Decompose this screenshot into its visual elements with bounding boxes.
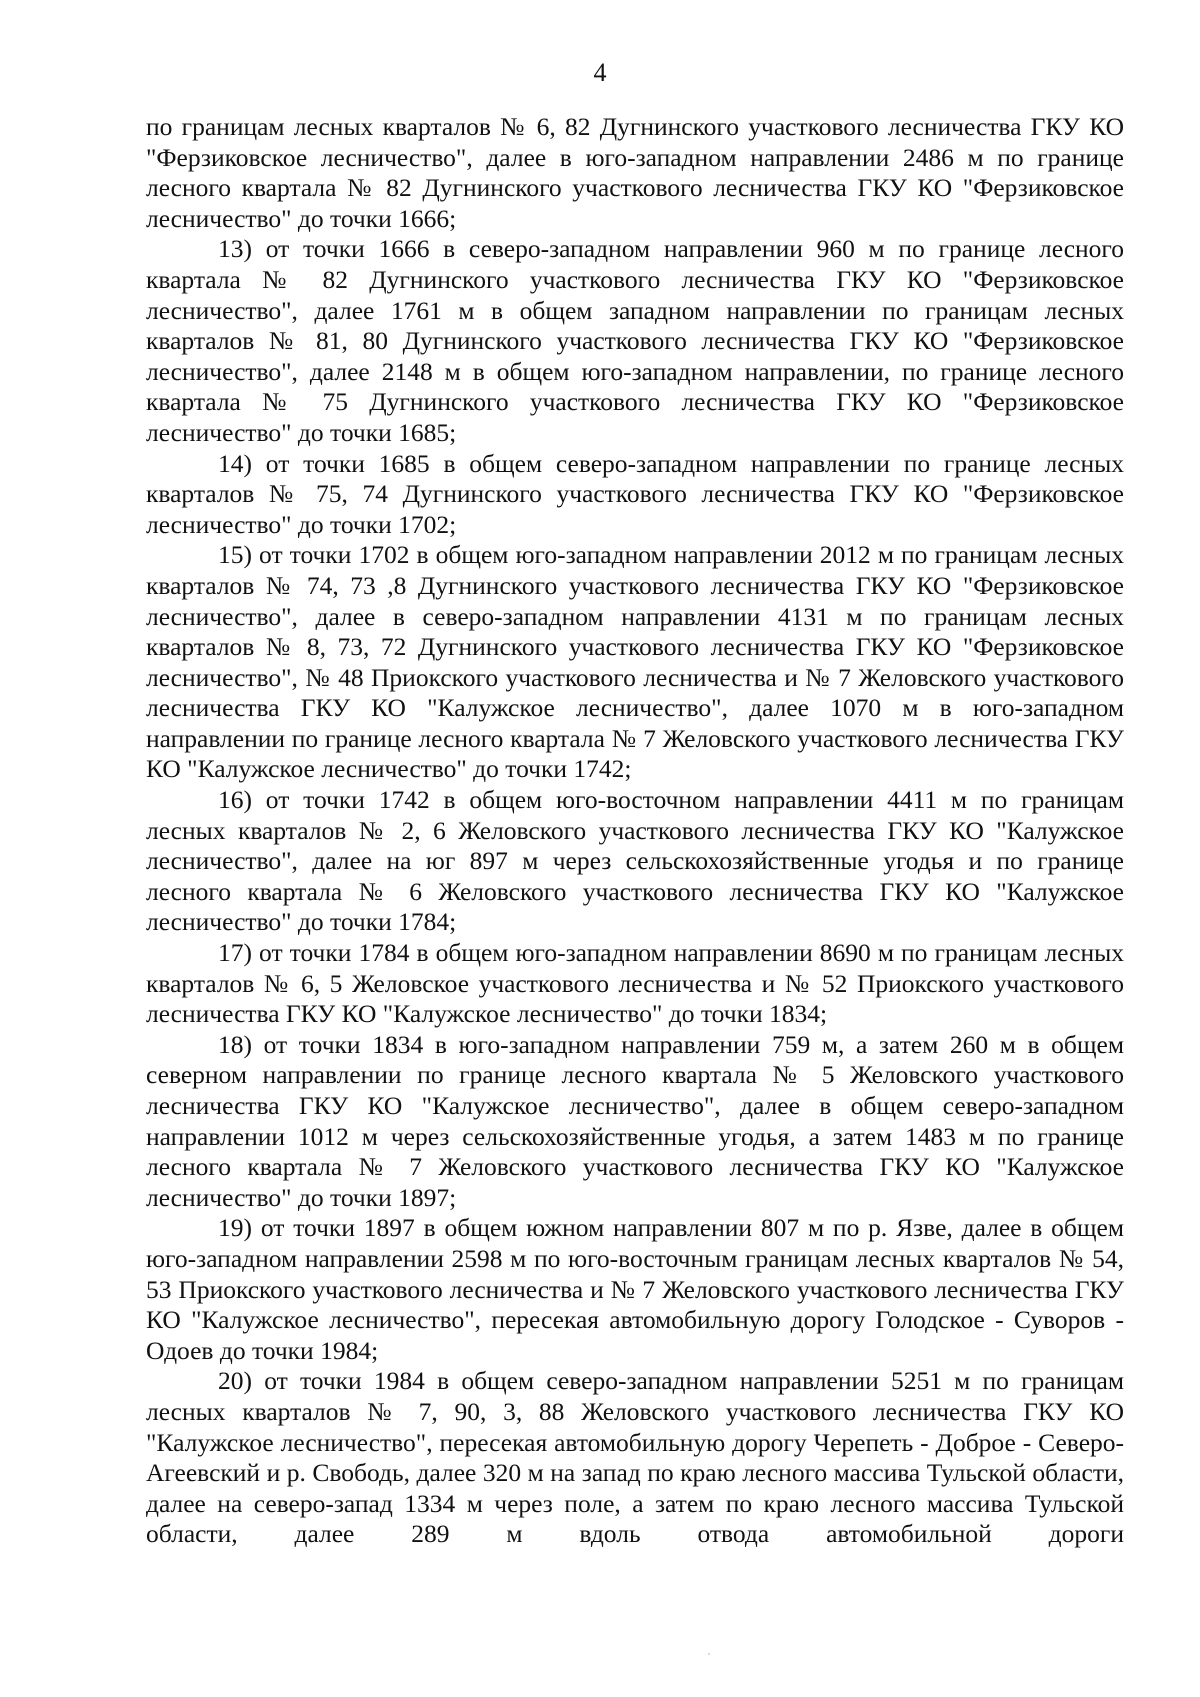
- paragraph-item-15: 15) от точки 1702 в общем юго-западном направлении 2012 м по границам лесных кварталов № 74, 73 ,8 Дугнинского участкового лесничества ГКУ КО "Ферзиковское лесничество", далее в северо-западном направлении 4131 м по границам лесных кварталов № 8, 73, 72 Дугнинского участкового лесничества ГКУ КО "Ферзиковское лесничество", № 48 Приокского участкового лесничества и № 7 Желовского участкового лесничества ГКУ КО "Калужское лесничество", далее 1070 м в юго-западном направлении по границе лесного квартала № 7 Желовского участкового лесничества ГКУ КО "Калужское лесничество" до точки 1742;: [146, 540, 1124, 784]
- scan-speck: [708, 1653, 710, 1655]
- paragraph-item-13: 13) от точки 1666 в северо-западном направлении 960 м по границе лесного квартала № 82 Дугнинского участкового лесничества ГКУ КО "Ферзиковское лесничество", далее 1761 м в общем западном направлении по границам лесных кварталов № 81, 80 Дугнинского участкового лесничества ГКУ КО "Ферзиковское лесничество", далее 2148 м в общем юго-западном направлении, по границе лесного квартала № 75 Дугнинского участкового лесничества ГКУ КО "Ферзиковское лесничество" до точки 1685;: [146, 234, 1124, 447]
- paragraph-continuation: по границам лесных кварталов № 6, 82 Дугнинского участкового лесничества ГКУ КО "Ферзиковское лесничество", далее в юго-западном направлении 2486 м по границе лесного квартала № 82 Дугнинского участкового лесничества ГКУ КО "Ферзиковское лесничество" до точки 1666;: [146, 112, 1124, 233]
- paragraph-item-17: 17) от точки 1784 в общем юго-западном направлении 8690 м по границам лесных кварталов № 6, 5 Желовское участкового лесничества и № 52 Приокского участкового лесничества ГКУ КО "Калужское лесничество" до точки 1834;: [146, 938, 1124, 1029]
- paragraph-item-19: 19) от точки 1897 в общем южном направлении 807 м по р. Язве, далее в общем юго-западном направлении 2598 м по юго-восточным границам лесных кварталов № 54, 53 Приокского участкового лесничества и № 7 Желовского участкового лесничества ГКУ КО "Калужское лесничество", пересекая автомобильную дорогу Голодское - Суворов - Одоев до точки 1984;: [146, 1213, 1124, 1365]
- page-number: 4: [593, 58, 607, 87]
- paragraph-item-14: 14) от точки 1685 в общем северо-западном направлении по границе лесных кварталов № 75, 74 Дугнинского участкового лесничества ГКУ КО "Ферзиковское лесничество" до точки 1702;: [146, 448, 1124, 539]
- paragraph-item-16: 16) от точки 1742 в общем юго-восточном направлении 4411 м по границам лесных кварталов № 2, 6 Желовского участкового лесничества ГКУ КО "Калужское лесничество", далее на юг 897 м через сельскохозяйственные угодья и по границе лесного квартала № 6 Желовского участкового лесничества ГКУ КО "Калужское лесничество" до точки 1784;: [146, 785, 1124, 937]
- paragraph-item-20: 20) от точки 1984 в общем северо-западном направлении 5251 м по границам лесных кварталов № 7, 90, 3, 88 Желовского участкового лесничества ГКУ КО "Калужское лесничество", пересекая автомобильную дорогу Черепеть - Доброе - Северо-Агеевский и р. Свободь, далее 320 м на запад по краю лесного массива Тульской области, далее на северо-запад 1334 м через поле, а затем по краю лесного массива Тульской области, далее 289 м вдоль отвода автомобильной дороги: [146, 1366, 1124, 1549]
- paragraph-item-18: 18) от точки 1834 в юго-западном направлении 759 м, а затем 260 м в общем северном направлении по границе лесного квартала № 5 Желовского участкового лесничества ГКУ КО "Калужское лесничество", далее в общем северо-западном направлении 1012 м через сельскохозяйственные угодья, а затем 1483 м по границе лесного квартала № 7 Желовского участкового лесничества ГКУ КО "Калужское лесничество" до точки 1897;: [146, 1029, 1124, 1212]
- document-body: [146, 112, 1124, 1550]
